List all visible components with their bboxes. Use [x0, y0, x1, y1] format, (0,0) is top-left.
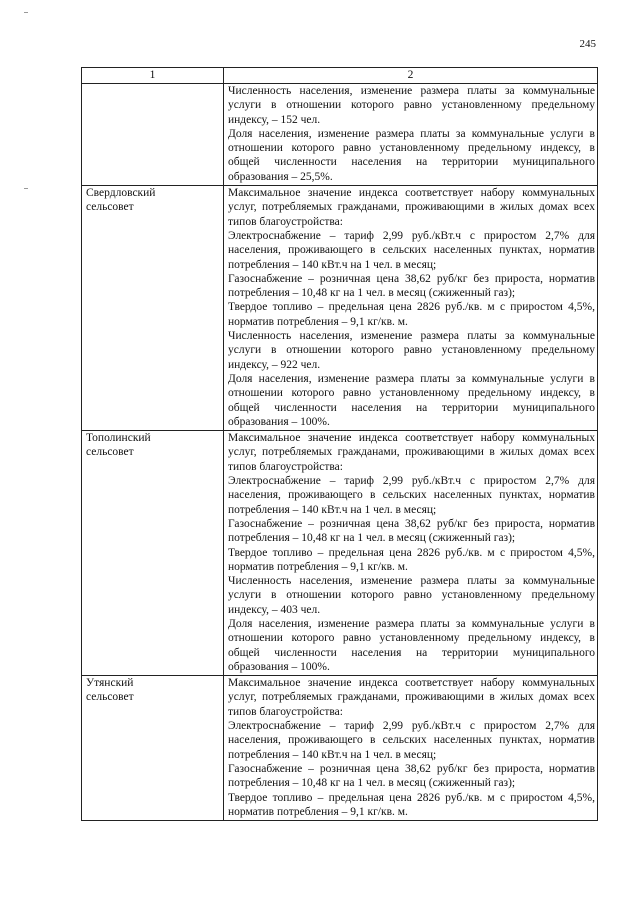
paragraph: Максимальное значение индекса соответствует набору коммунальных услуг, потребляемых гражданами, проживающими в жилых домах всех типов благоустройства:	[228, 187, 595, 228]
paragraph: Доля населения, изменение размера платы за коммунальные услуги в отношении которого равно установленному предельному индексу, в общей численности населения на территории муниципального образования – 100%.	[228, 617, 595, 673]
paragraph: Электроснабжение – тариф 2,99 руб./кВт.ч с приростом 2,7% для населения, проживающего в сельских населенных пунктах, норматив потребления – 140 кВт.ч на 1 чел. в месяц;	[228, 229, 595, 271]
paragraph: Максимальное значение индекса соответствует набору коммунальных услуг, потребляемых гражданами, проживающими в жилых домах всех типов благоустройства:	[228, 432, 595, 473]
paragraph: Численность населения, изменение размера платы за коммунальные услуги в отношении которого равно установленному предельному индексу, – 922 чел.	[228, 330, 595, 371]
municipality-type: сельсовет	[86, 446, 134, 459]
paragraph: Газоснабжение – розничная цена 38,62 руб/кг без прироста, норматив потребления – 10,48 кг на 1 чел. в месяц (сжиженный газ);	[228, 272, 595, 300]
table-header-row	[82, 68, 598, 84]
description-cell	[224, 186, 598, 431]
table-row	[82, 431, 598, 676]
scan-mark	[24, 188, 28, 189]
paragraph: Электроснабжение – тариф 2,99 руб./кВт.ч с приростом 2,7% для населения, проживающего в сельских населенных пунктах, норматив потребления – 140 кВт.ч на 1 чел. в месяц;	[228, 475, 595, 516]
paragraph: Твердое топливо – предельная цена 2826 руб./кв. м с приростом 4,5%, норматив потребления – 9,1 кг/кв. м.	[228, 546, 595, 573]
municipality-cell	[82, 84, 224, 186]
paragraph: Максимальное значение индекса соответствует набору коммунальных услуг, потребляемых гражданами, проживающими в жилых домах всех типов благоустройства:	[228, 677, 595, 718]
scan-mark	[24, 12, 28, 13]
paragraph: Численность населения, изменение размера платы за коммунальные услуги в отношении которого равно установленному предельному индексу, – 403 чел.	[228, 575, 595, 616]
municipality-cell	[82, 431, 224, 676]
table-row	[82, 186, 598, 431]
description-cell	[224, 431, 598, 676]
municipality-name: Тополинский	[86, 432, 151, 445]
municipality-type: сельсовет	[86, 201, 134, 214]
municipality-cell	[82, 186, 224, 431]
page-number: 245	[579, 38, 596, 50]
paragraph: Газоснабжение – розничная цена 38,62 руб/кг без прироста, норматив потребления – 10,48 кг на 1 чел. в месяц (сжиженный газ);	[228, 762, 595, 790]
description-cell	[224, 676, 598, 821]
paragraph: Газоснабжение – розничная цена 38,62 руб/кг без прироста, норматив потребления – 10,48 кг на 1 чел. в месяц (сжиженный газ);	[228, 517, 595, 545]
column-header: 2	[224, 68, 598, 84]
paragraph: Численность населения, изменение размера платы за коммунальные услуги в отношении которого равно установленному предельному индексу, – 152 чел.	[228, 85, 595, 126]
description-cell	[224, 84, 598, 186]
municipality-cell	[82, 676, 224, 821]
paragraph: Электроснабжение – тариф 2,99 руб./кВт.ч с приростом 2,7% для населения, проживающего в сельских населенных пунктах, норматив потребления – 140 кВт.ч на 1 чел. в месяц;	[228, 720, 595, 761]
municipality-name: Свердловский	[86, 187, 156, 200]
paragraph: Твердое топливо – предельная цена 2826 руб./кв. м с приростом 4,5%, норматив потребления – 9,1 кг/кв. м.	[228, 301, 595, 328]
document-table	[81, 67, 598, 821]
column-header: 1	[82, 68, 224, 84]
table-row	[82, 676, 598, 821]
paragraph: Твердое топливо – предельная цена 2826 руб./кв. м с приростом 4,5%, норматив потребления – 9,1 кг/кв. м.	[228, 791, 595, 818]
paragraph: Доля населения, изменение размера платы за коммунальные услуги в отношении которого равно установленному предельному индексу, в общей численности населения на территории муниципального образования – 25,5%.	[228, 127, 595, 183]
table-row	[82, 84, 598, 186]
municipality-type: сельсовет	[86, 691, 134, 704]
municipality-name: Утянский	[86, 677, 134, 690]
paragraph: Доля населения, изменение размера платы за коммунальные услуги в отношении которого равно установленному предельному индексу, в общей численности населения на территории муниципального образования – 100%.	[228, 372, 595, 428]
